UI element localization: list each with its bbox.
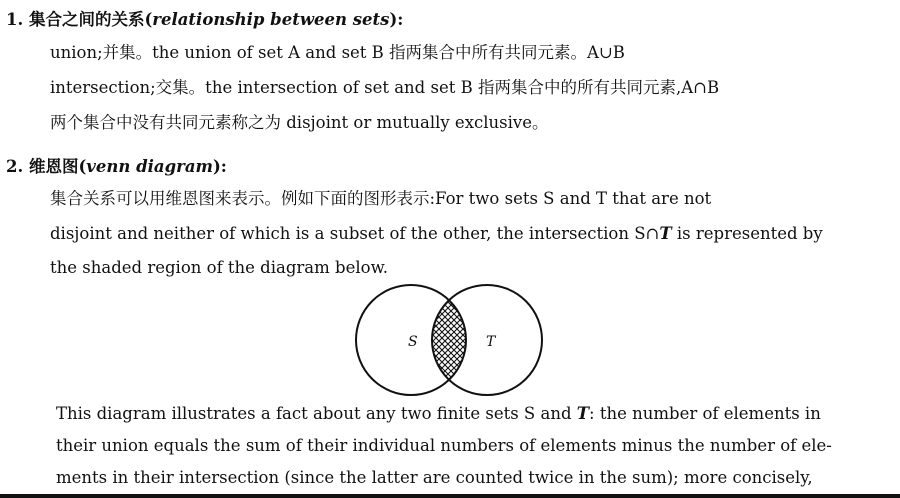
heading-prefix: 1. 集合之间的关系( bbox=[6, 10, 153, 29]
explanation-line-1-a: This diagram illustrates a fact about any two finite sets S and bbox=[56, 404, 577, 423]
heading-suffix: ): bbox=[212, 157, 227, 176]
heading-prefix: 2. 维恩图( bbox=[6, 157, 87, 176]
bottom-border bbox=[0, 494, 900, 498]
heading-suffix: ): bbox=[389, 10, 404, 29]
set-t-label: T bbox=[486, 334, 496, 350]
explanation-line-3: ments in their intersection (since the latter are counted twice in the sum); more concisely, bbox=[56, 468, 813, 487]
union-definition: union;并集。the union of set A and set B 指两集合中所有共同元素。A∪B bbox=[50, 43, 625, 62]
explanation-line-2: their union equals the sum of their individual numbers of elements minus the number of ele- bbox=[56, 436, 832, 455]
venn-intro-line-3: the shaded region of the diagram below. bbox=[50, 258, 388, 277]
explanation-line-1-t: T bbox=[576, 404, 590, 423]
heading-english: venn diagram bbox=[86, 157, 213, 176]
venn-intro-line-2-b: is represented by bbox=[671, 224, 823, 243]
venn-diagram bbox=[352, 284, 546, 396]
venn-intro-line-2-t: T bbox=[659, 224, 672, 243]
section-1-heading bbox=[6, 9, 403, 31]
venn-intro-line-1: 集合关系可以用维恩图来表示。例如下面的图形表示:For two sets S and T that are not bbox=[50, 189, 712, 208]
venn-intro-line-2-a: disjoint and neither of which is a subset of the other, the intersection S∩ bbox=[50, 224, 660, 243]
venn-intro-line-2 bbox=[50, 223, 823, 245]
disjoint-definition: 两个集合中没有共同元素称之为 disjoint or mutually exclusive。 bbox=[50, 113, 549, 132]
heading-english: relationship between sets bbox=[152, 10, 390, 29]
set-s-label: S bbox=[408, 334, 418, 350]
explanation-line-1 bbox=[56, 403, 821, 425]
section-2-heading bbox=[6, 156, 227, 178]
intersection-definition: intersection;交集。the intersection of set and set B 指两集合中的所有共同元素,A∩B bbox=[50, 78, 720, 97]
explanation-line-1-b: : the number of elements in bbox=[589, 404, 821, 423]
